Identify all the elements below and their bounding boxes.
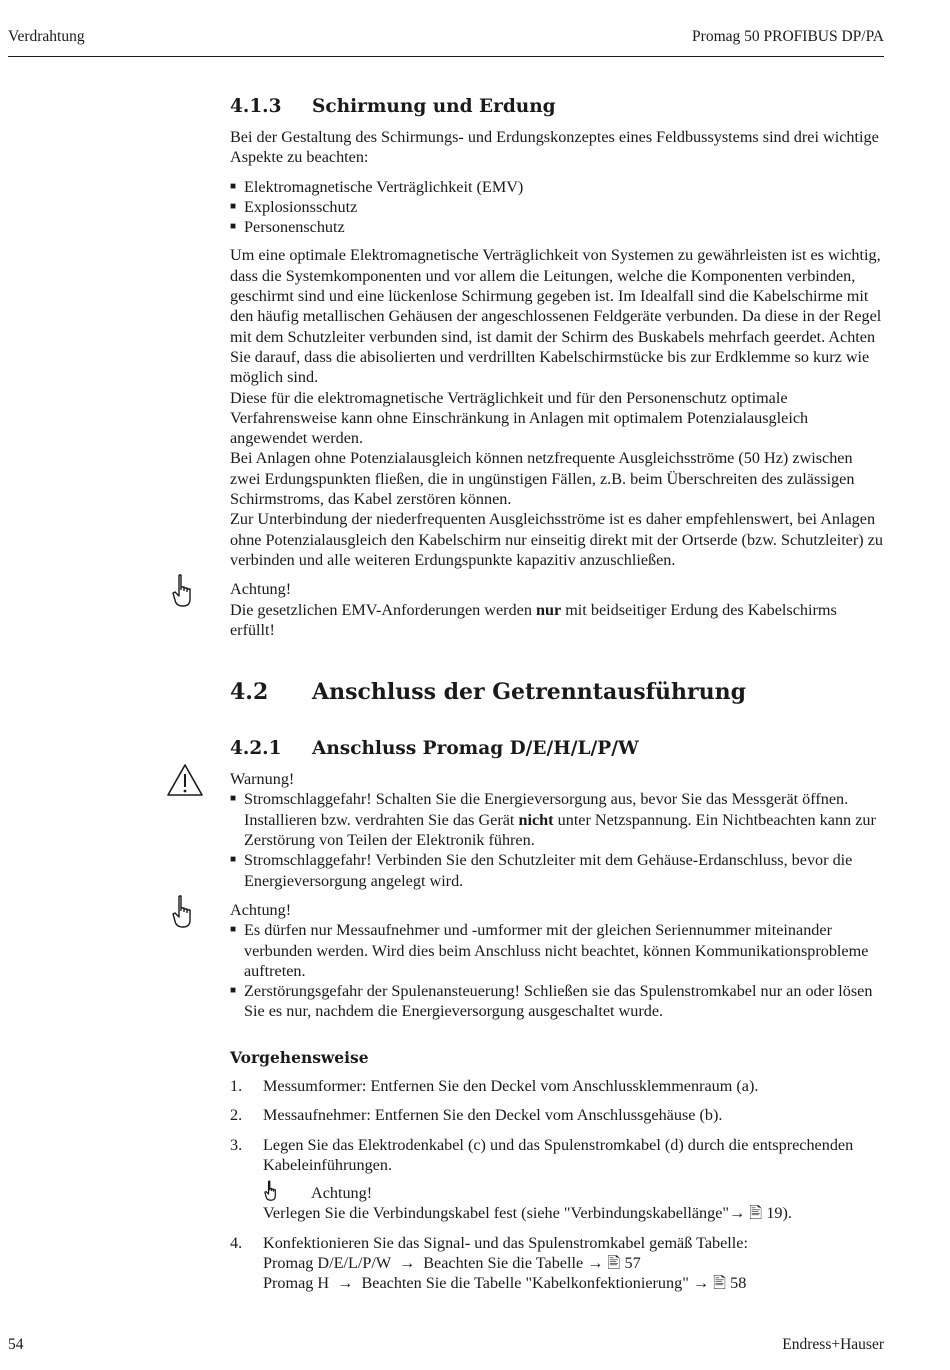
section-number: 4.2.1 xyxy=(230,738,282,760)
list-item: 2. Messaufnehmer: Entfernen Sie den Deckel vom Anschlussgehäuse (b). xyxy=(230,1106,723,1125)
section-heading-4-2-1 xyxy=(230,737,885,761)
pointing-hand-icon xyxy=(170,894,196,930)
caution-note xyxy=(230,579,885,640)
pointing-hand-icon xyxy=(170,573,196,609)
procedure-steps xyxy=(230,1076,885,1294)
section-title: Anschluss Promag D/E/H/L/P/W xyxy=(312,738,639,760)
table-reference: Promag H → Beachten Sie die Tabelle "Kabelkonfektionierung" → 🖹 58 xyxy=(263,1274,747,1293)
brand-name: Endress+Hauser xyxy=(782,1336,884,1353)
step-note xyxy=(263,1183,885,1224)
section-heading-4-1-3 xyxy=(230,95,885,119)
header-rule xyxy=(8,56,884,57)
section-heading-4-2 xyxy=(230,678,885,706)
paragraph: Zur Unterbindung der niederfrequenten Ausgleichsströme ist es daher empfehlenswert, bei Anlagen ohne Potenzialausgleich den Kabelschirm nur einseitig direkt mit der Ortserde (bzw. Schutzleiter) zu verbinden und alle weiteren Erdungspunkte kapazitiv anzuschließen. xyxy=(230,510,883,569)
list-item: ■ Es dürfen nur Messaufnehmer und -umformer mit der gleichen Seriennummer miteinander verbunden werden. Wird dies beim Anschluss nicht beachtet, können Kommunikationsprobleme auftreten. xyxy=(230,921,869,980)
note-text: Verlegen Sie die Verbindungskabel fest (siehe "Verbindungskabellänge"→ 🖹 19). xyxy=(263,1204,792,1223)
note-title: Achtung! xyxy=(230,900,292,919)
section-title: Anschluss der Getrenntausführung xyxy=(312,679,746,706)
list-item: 1. Messumformer: Entfernen Sie den Deckel vom Anschlussklemmenraum (a). xyxy=(230,1076,759,1095)
aspects-list xyxy=(230,177,885,238)
list-item: ■ Zerstörungsgefahr der Spulenansteuerung! Schließen sie das Spulenstromkabel nur an oder lösen Sie es nur, nachdem die Energieversorgung ausgeschaltet wurde. xyxy=(230,982,873,1021)
list-item: ■ Explosionsschutz xyxy=(230,197,358,216)
bullet-icon: ■ xyxy=(230,180,237,192)
warning-note xyxy=(230,769,885,891)
intro-paragraph: Bei der Gestaltung des Schirmungs- und Erdungskonzeptes eines Feldbussystems sind drei wichtige Aspekte zu beachten: xyxy=(230,128,879,167)
list-item: ■ Elektromagnetische Verträglichkeit (EMV) xyxy=(230,177,524,196)
list-item: ■ Stromschlaggefahr! Verbinden Sie den Schutzleiter mit dem Gehäuse-Erdanschluss, bevor die Energieversorgung angelegt wird. xyxy=(230,851,853,890)
list-item: 3. Legen Sie das Elektrodenkabel (c) und das Spulenstromkabel (d) durch die entsprechenden Kabeleinführungen. Achtung! Verlegen Sie die Verbindungskabel fest (siehe "Verbindungskabellänge"→ 🖹 19). xyxy=(230,1135,885,1224)
list-item: ■ Stromschlaggefahr! Schalten Sie die Energieversorgung aus, bevor Sie das Messgerät öffnen. Installieren bzw. verdrahten Sie das Gerät nicht unter Netzspannung. Ein Nichtbeachten kann zur Zerstörung von Teilen der Elektronik führen. xyxy=(230,790,876,850)
running-header-product: Promag 50 PROFIBUS DP/PA xyxy=(692,28,884,45)
section-title: Schirmung und Erdung xyxy=(312,96,556,117)
section-number: 4.1.3 xyxy=(230,96,282,117)
caution-note xyxy=(230,900,885,1022)
note-title: Warnung! xyxy=(230,770,295,789)
pointing-hand-icon xyxy=(263,1179,279,1203)
section-number: 4.2 xyxy=(230,679,269,706)
list-item: 4. Konfektionieren Sie das Signal- und das Spulenstromkabel gemäß Tabelle: Promag D/E/L/P/W → Beachten Sie die Tabelle → 🖹 57 Promag H → Beachten Sie die Tabelle "Kabelkonfektionierung" → 🖹 58 xyxy=(230,1233,748,1293)
page-number: 54 xyxy=(8,1336,24,1353)
paragraph: Bei Anlagen ohne Potenzialausgleich können netzfrequente Ausgleichsströme (50 Hz) zwischen zwei Erdungspunkten fließen, die in ungünstigen Fällen, z.B. beim Überschreiten des zulässigen Schirmstroms, das Kabel zerstören können. xyxy=(230,449,855,509)
table-reference: Promag D/E/L/P/W → Beachten Sie die Tabelle → 🖹 57 xyxy=(263,1254,641,1273)
note-text: Die gesetzlichen EMV-Anforderungen werden nur mit beidseitiger Erdung des Kabelschirms erfüllt! xyxy=(230,600,837,639)
paragraph: Um eine optimale Elektromagnetische Verträglichkeit von Systemen zu gewährleisten ist es wichtig, dass die Systemkomponenten und vor allem die Leitungen, welche die Komponenten verbinden, geschirmt sind und eine lückenlose Schirmung gegeben ist. Im Idealfall sind die Kabelschirme mit den häufig metallischen Gehäusen der angeschlossenen Feldgeräte verbunden. Da diese in der Regel mit dem Schutzleiter verbunden sind, ist damit der Schirm des Buskabels mehrfach geerdet. Achten Sie darauf, dass die abisolierten und verdrillten Kabelschirmstücke bis zur Erdklemme so kurz wie möglich sind. xyxy=(230,246,882,387)
procedure-title: Vorgehensweise xyxy=(230,1047,369,1067)
page-body xyxy=(230,90,885,1294)
bullet-icon: ■ xyxy=(230,200,237,212)
bullet-icon: ■ xyxy=(230,985,237,997)
bullet-icon: ■ xyxy=(230,924,237,936)
note-title: Achtung! xyxy=(311,1184,373,1203)
bullet-icon: ■ xyxy=(230,221,237,233)
bullet-icon: ■ xyxy=(230,854,237,866)
note-title: Achtung! xyxy=(230,580,292,599)
running-header-section: Verdrahtung xyxy=(8,28,85,45)
paragraph: Diese für die elektromagnetische Verträglichkeit und für den Personenschutz optimale Verfahrensweise kann ohne Einschränkung in Anlagen mit optimalem Potenzialausgleich angewendet werden. xyxy=(230,388,809,448)
warning-triangle-icon xyxy=(166,763,204,797)
bullet-icon: ■ xyxy=(230,793,237,805)
list-item: ■ Personenschutz xyxy=(230,218,345,237)
